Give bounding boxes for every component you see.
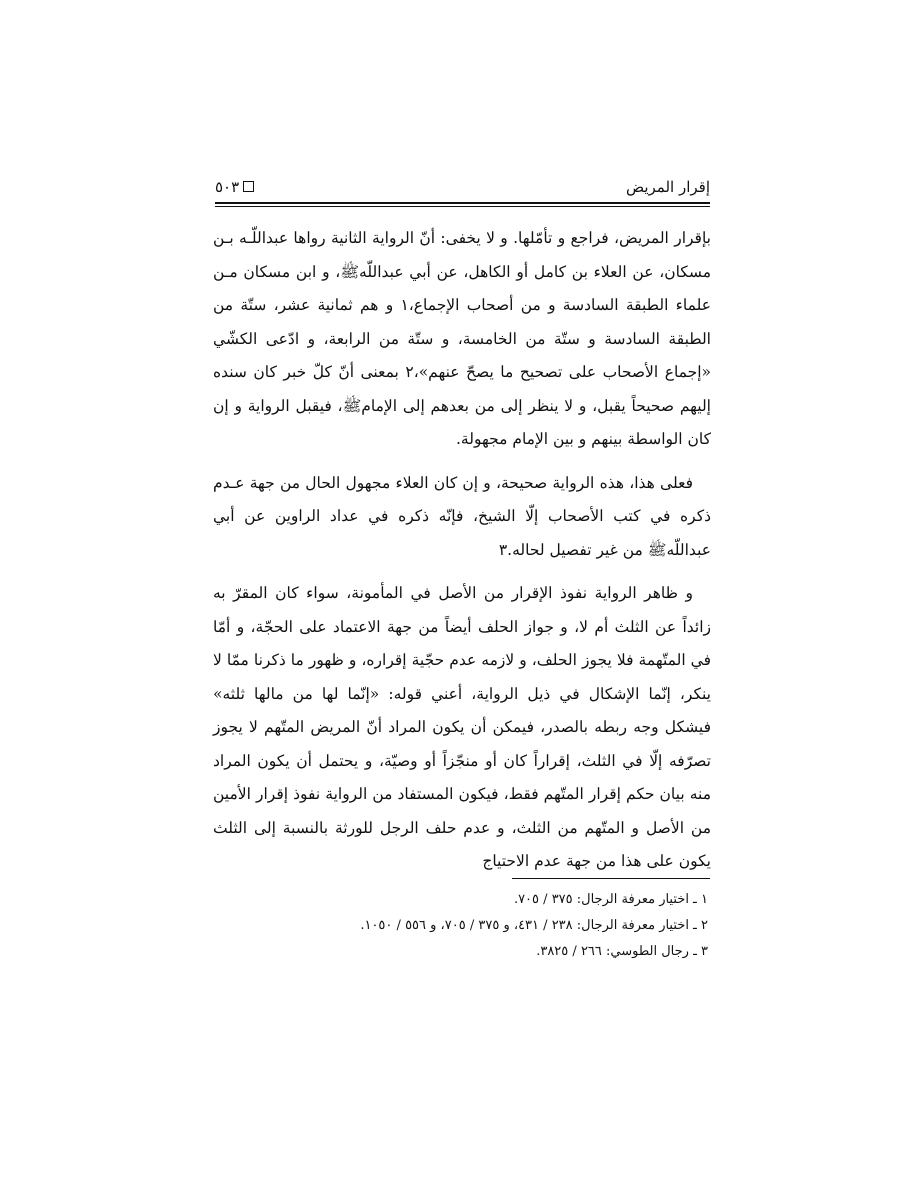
footnote-3: ٣ ـ رجال الطوسي: ٢٦٦ / ٣٨٢٥. bbox=[536, 944, 708, 959]
page-number: ٥٠٣ bbox=[215, 178, 240, 196]
paragraph-2: فعلى هذا، هذه الرواية صحيحة، و إن كان العلاء مجهول الحال من جهة عـدم ذكره في كتب الأصحاب إلّا الشيخ، فإنّه ذكره في عداد الراوين عن أبي عبداللّه‌ﷺ من غير تفصيل لحاله.٣ bbox=[213, 473, 711, 559]
footnote-1: ١ ـ اختيار معرفة الرجال: ٣٧٥ / ٧٠٥. bbox=[513, 892, 708, 907]
footnotes bbox=[300, 887, 708, 965]
paragraph-3: و ظاهر الرواية نفوذ الإقرار من الأصل في المأمونة، سواء كان المقرّ به زائداً عن الثلث أم لا، و جواز الحلف أيضاً من جهة الاعتماد على الحجّة، و أمّا في المتّهمة فلا يجوز الحلف، و لازمه عدم حجّية إقراره، و ظهور ما ذكرنا ممّا لا ينكر، إنّما الإشكال في ذيل الرواية، أعني قوله: «إنّما لها من مالها ثلثه» فيشكل وجه ربطه بالصدر، فيمكن أن يكون المراد أنّ المريض المتّهم لا يجوز تصرّفه إلّا في الثلث، إقراراً كان أو منجّزاً أو وصيّة، و يحتمل أن يكون المراد منه بيان حكم إقرار المتّهم فقط، فيكون المستفاد من الرواية نفوذ إقرار الأمين من الأصل و المتّهم من الثلث، و عدم حلف الرجل للورثة بالنسبة إلى الثلث يكون على هذا من جهة عدم الاحتياج bbox=[213, 584, 711, 870]
running-title: إقرار المريض bbox=[625, 178, 710, 196]
square-icon bbox=[243, 181, 254, 192]
footnote-separator bbox=[512, 878, 710, 879]
main-text bbox=[213, 222, 711, 889]
header-rule-thin bbox=[215, 206, 710, 207]
page-number-group bbox=[215, 178, 254, 196]
header-rule-thick bbox=[215, 202, 710, 204]
paragraph-1: بإقرار المريض، فراجع و تأمّلها. و لا يخفى: أنّ الرواية الثانية رواها عبداللّـه بـن مسكان، عن العلاء بن كامل أو الكاهل، عن أبي عبداللّه‌ﷺ، و ابن مسكان مـن علماء الطبقة السادسة و من أصحاب الإجماع،١ و هم ثمانية عشر، ستّة من الطبقة السادسة و ستّة من الخامسة، و ستّة من الرابعة، و ادّعى الكشّي «إجماع الأصحاب على تصحيح ما يصحّ عنهم»،٢ بمعنى أنّ كلّ خبر كان سنده إليهم صحيحاً يقبل، و لا ينظر إلى من بعدهم إلى الإمام‌ﷺ، فيقبل الرواية و إن كان الواسطة بينهم و بين الإمام مجهولة. bbox=[213, 229, 711, 448]
footnote-2: ٢ ـ اختيار معرفة الرجال: ٢٣٨ / ٤٣١، و ٣٧٥ / ٧٠٥، و ٥٥٦ / ١٠٥٠. bbox=[360, 918, 708, 933]
running-header bbox=[215, 176, 710, 200]
